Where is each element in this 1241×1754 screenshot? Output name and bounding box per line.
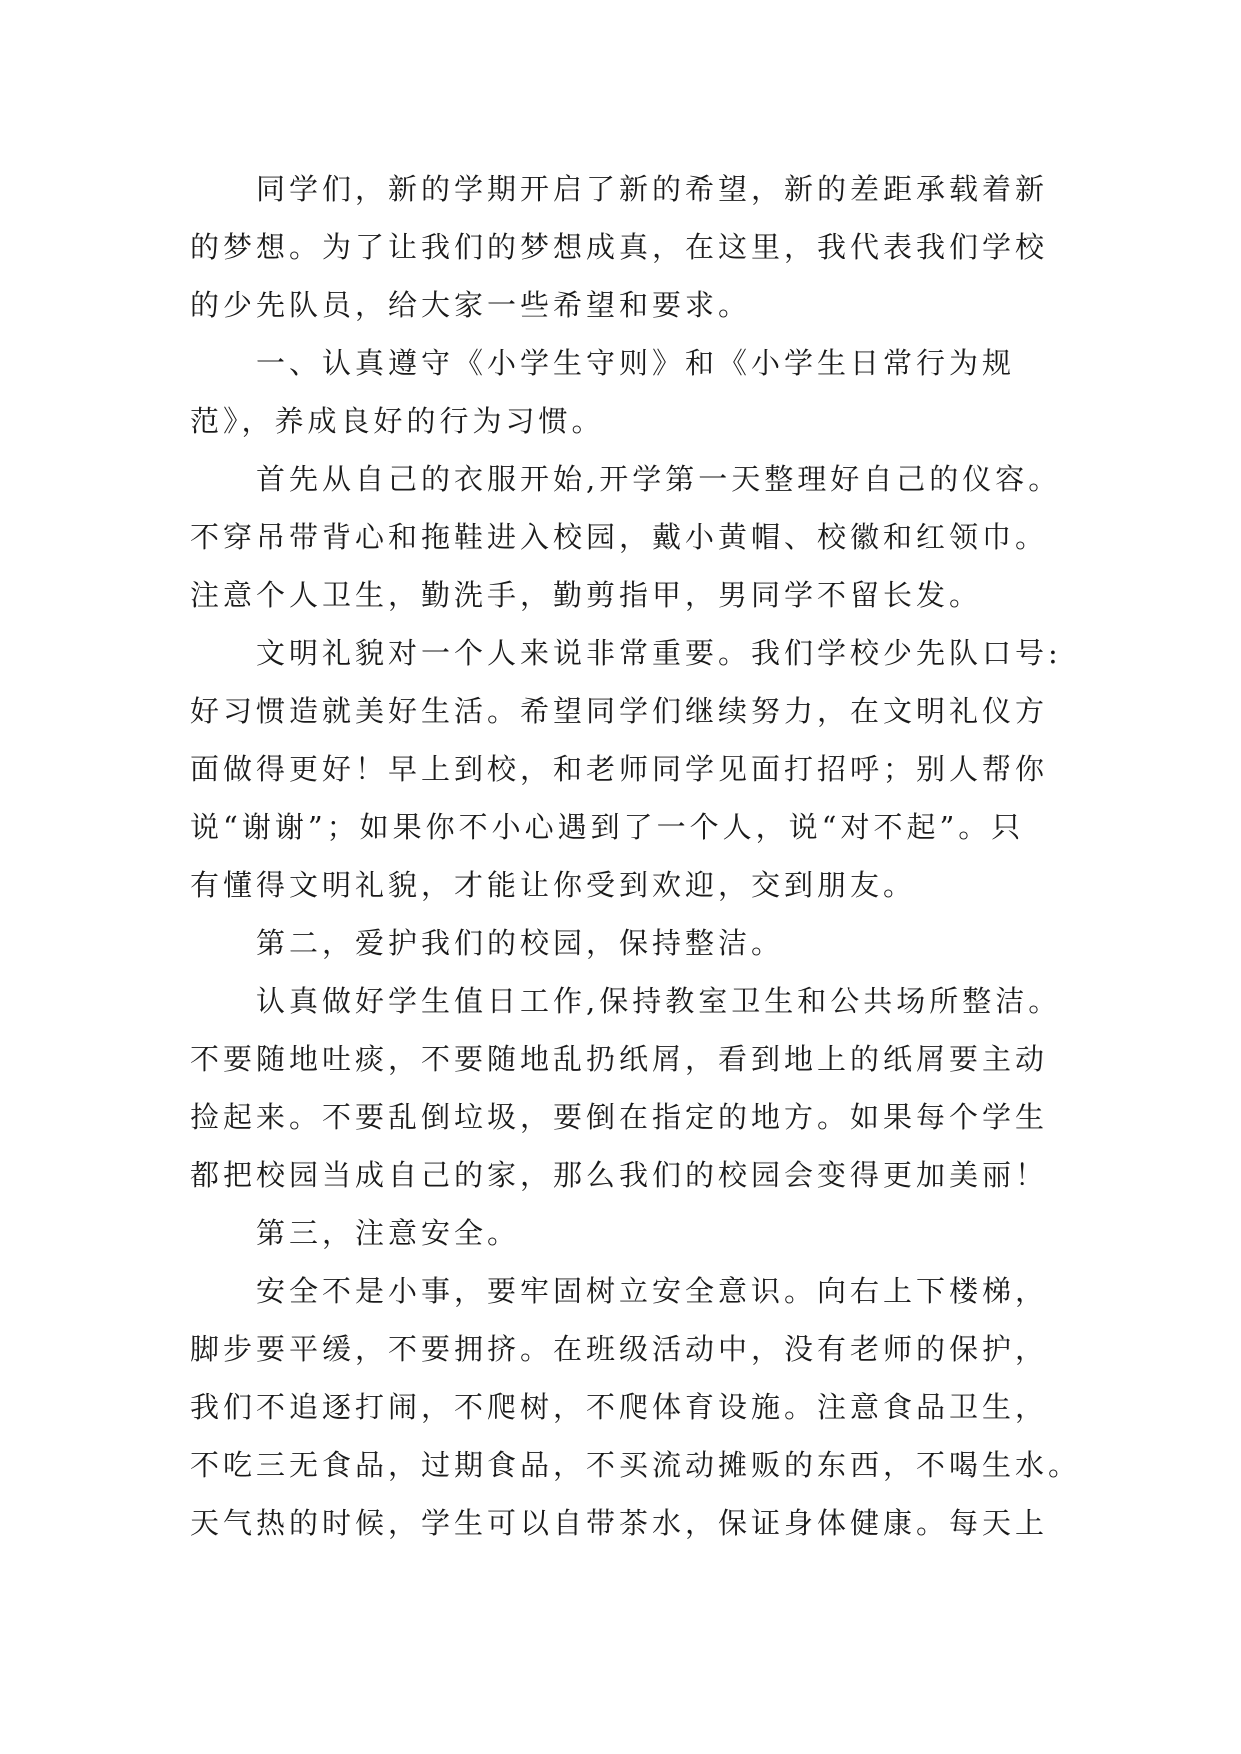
text-line: 我们不追逐打闹，不爬树，不爬体育设施。注意食品卫生， xyxy=(190,1390,1049,1424)
text-line: 的梦想。为了让我们的梦想成真，在这里，我代表我们学校 xyxy=(190,230,1049,264)
text-line: 不穿吊带背心和拖鞋进入校园，戴小黄帽、校徽和红领巾。 xyxy=(190,520,1049,554)
text-line: 首先从自己的衣服开始,开学第一天整理好自己的仪容。 xyxy=(190,462,1062,496)
text-line: 安全不是小事，要牢固树立安全意识。向右上下楼梯， xyxy=(190,1274,1049,1308)
text-line: 的少先队员，给大家一些希望和要求。 xyxy=(190,288,752,322)
text-line: 不要随地吐痰，不要随地乱扔纸屑，看到地上的纸屑要主动 xyxy=(190,1042,1049,1076)
text-line: 天气热的时候，学生可以自带茶水，保证身体健康。每天上 xyxy=(190,1506,1049,1540)
text-line: 文明礼貌对一个人来说非常重要。我们学校少先队口号: xyxy=(190,636,1062,670)
text-line: 第三，注意安全。 xyxy=(190,1216,521,1250)
text-line: 都把校园当成自己的家，那么我们的校园会变得更加美丽！ xyxy=(190,1158,1049,1192)
text-line: 好习惯造就美好生活。希望同学们继续努力，在文明礼仪方 xyxy=(190,694,1049,728)
text-line: 注意个人卫生，勤洗手，勤剪指甲，男同学不留长发。 xyxy=(190,578,983,612)
text-line: 说“谢谢”；如果你不小心遇到了一个人，说“对不起”。只 xyxy=(190,810,1025,844)
text-line: 同学们，新的学期开启了新的希望，新的差距承载着新 xyxy=(190,172,1049,206)
text-line: 第二，爱护我们的校园，保持整洁。 xyxy=(190,926,785,960)
text-line: 一、认真遵守《小学生守则》和《小学生日常行为规 xyxy=(190,346,1016,380)
document-body xyxy=(190,160,1082,1552)
text-line: 认真做好学生值日工作,保持教室卫生和公共场所整洁。 xyxy=(190,984,1062,1018)
text-line: 范》，养成良好的行为习惯。 xyxy=(190,404,605,438)
text-line: 面做得更好！早上到校，和老师同学见面打招呼；别人帮你 xyxy=(190,752,1049,786)
text-line: 不吃三无食品，过期食品，不买流动摊贩的东西，不喝生水。 xyxy=(190,1448,1082,1482)
text-line: 有懂得文明礼貌，才能让你受到欢迎，交到朋友。 xyxy=(190,868,917,902)
text-line: 捡起来。不要乱倒垃圾，要倒在指定的地方。如果每个学生 xyxy=(190,1100,1049,1134)
text-line: 脚步要平缓，不要拥挤。在班级活动中，没有老师的保护， xyxy=(190,1332,1049,1366)
